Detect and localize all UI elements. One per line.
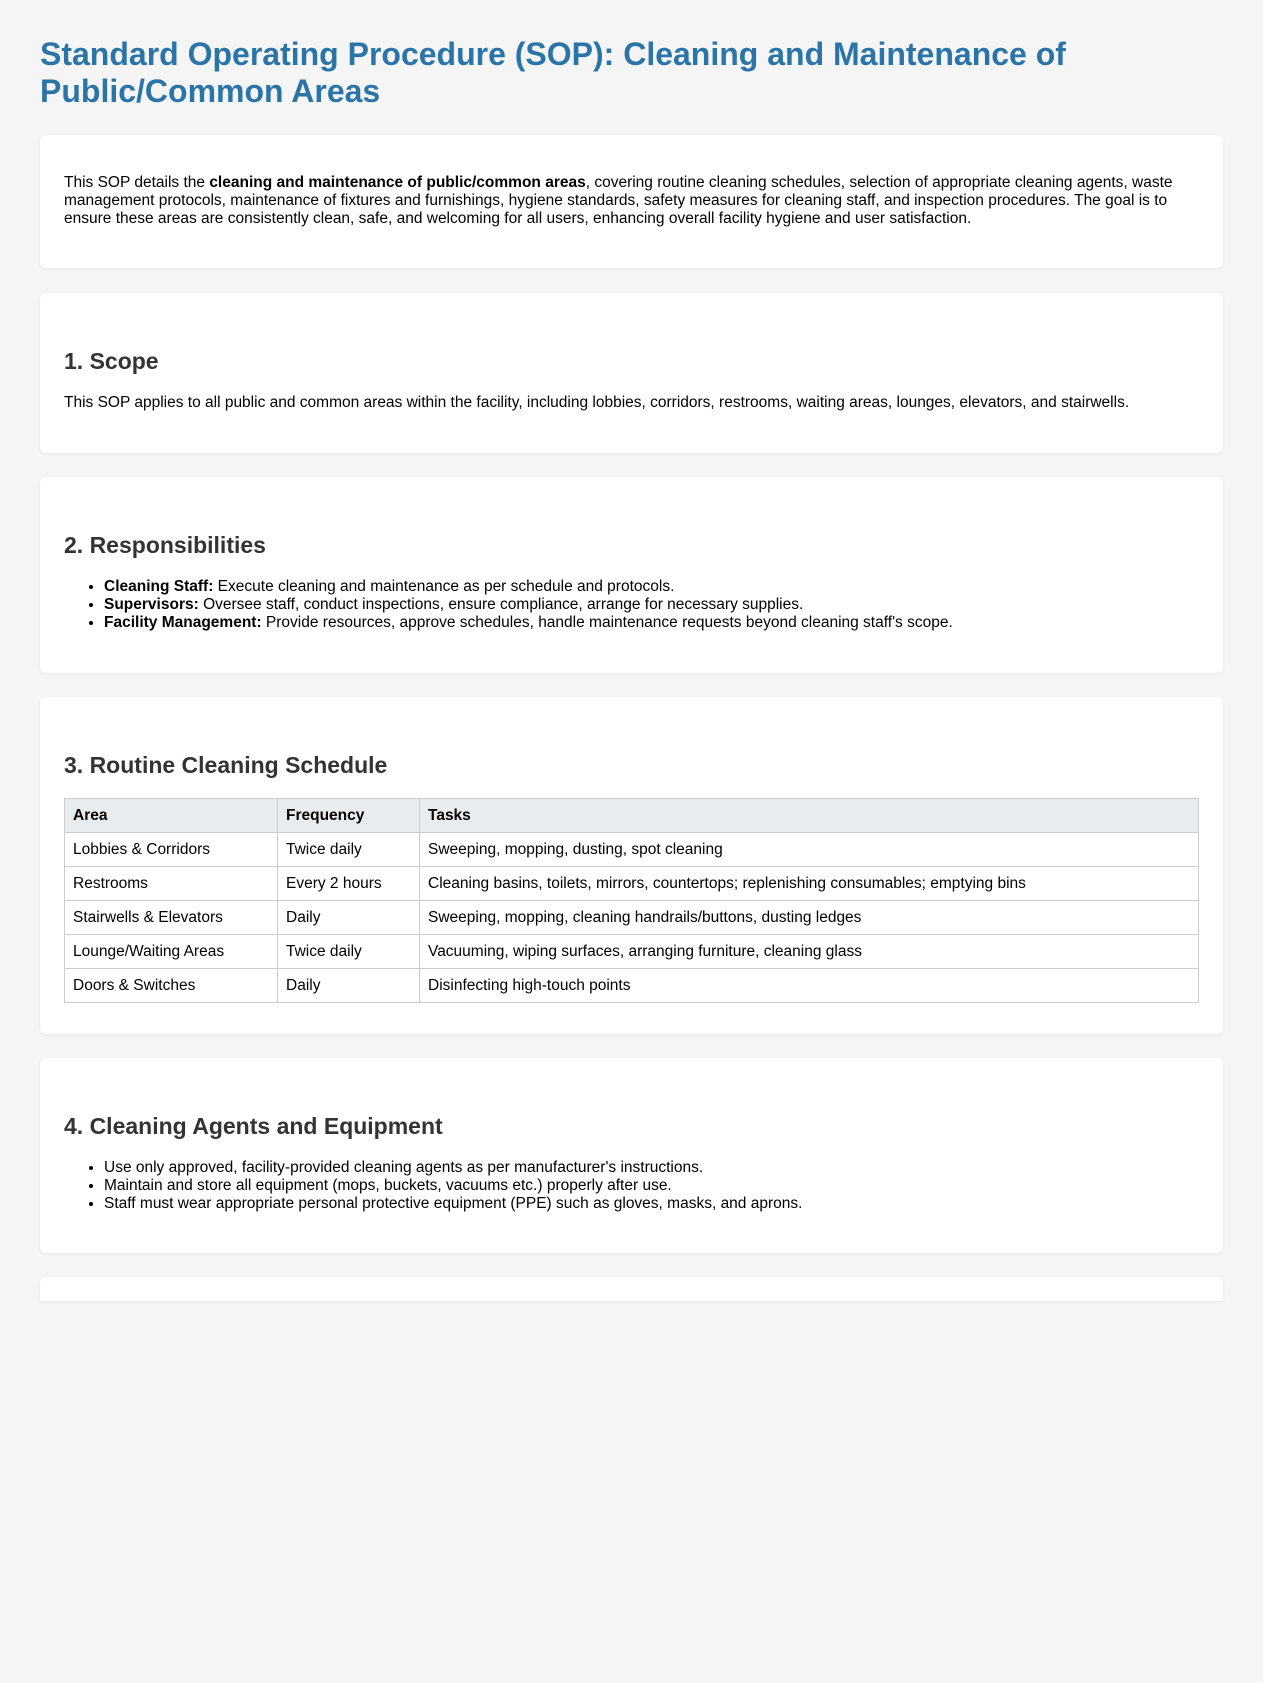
agents-card: [40, 1058, 1223, 1253]
cell-area: Restrooms: [65, 867, 278, 901]
column-header-area: Area: [65, 799, 278, 833]
cell-tasks: Sweeping, mopping, cleaning handrails/buttons, dusting ledges: [420, 901, 1199, 935]
cell-frequency: Every 2 hours: [278, 867, 420, 901]
table-row: [65, 969, 1199, 1003]
next-section-card: [40, 1277, 1223, 1301]
intro-bold: cleaning and maintenance of public/common areas: [209, 174, 586, 191]
cell-area: Lounge/Waiting Areas: [65, 935, 278, 969]
responsibility-item: [104, 614, 953, 632]
schedule-card: [40, 697, 1223, 1034]
agents-item: • Staff must wear appropriate personal protective equipment (PPE) such as gloves, masks, and aprons.: [104, 1195, 802, 1213]
intro-prefix: This SOP details the: [64, 174, 210, 191]
cell-tasks: Cleaning basins, toilets, mirrors, countertops; replenishing consumables; emptying bins: [420, 867, 1199, 901]
cell-frequency: Twice daily: [278, 833, 420, 867]
intro-paragraph: [64, 174, 1204, 228]
cell-frequency: Daily: [278, 969, 420, 1003]
table-row: [65, 935, 1199, 969]
agents-heading: 4. Cleaning Agents and Equipment: [64, 1113, 443, 1139]
cell-tasks: Disinfecting high-touch points: [420, 969, 1199, 1003]
cell-area: Doors & Switches: [65, 969, 278, 1003]
table-row: [65, 867, 1199, 901]
agents-list: [64, 1159, 802, 1213]
intro-card: [40, 135, 1223, 268]
scope-heading: 1. Scope: [64, 348, 159, 374]
responsibilities-card: [40, 477, 1223, 673]
agents-item: • Use only approved, facility-provided cleaning agents as per manufacturer's instructions.: [104, 1159, 802, 1177]
responsibility-text: Provide resources, approve schedules, handle maintenance requests beyond cleaning staff's scope.: [261, 614, 953, 631]
responsibilities-list: [64, 578, 953, 632]
cell-area: Lobbies & Corridors: [65, 833, 278, 867]
column-header-frequency: Frequency: [278, 799, 420, 833]
table-header-row: [65, 799, 1199, 833]
cell-tasks: Sweeping, mopping, dusting, spot cleaning: [420, 833, 1199, 867]
agents-item: • Maintain and store all equipment (mops, buckets, vacuums etc.) properly after use.: [104, 1177, 802, 1195]
page-title: Standard Operating Procedure (SOP): Cleaning and Maintenance of Public/Common Areas: [40, 36, 1066, 109]
cell-tasks: Vacuuming, wiping surfaces, arranging furniture, cleaning glass: [420, 935, 1199, 969]
table-row: [65, 901, 1199, 935]
responsibilities-heading: 2. Responsibilities: [64, 532, 266, 558]
scope-text: This SOP applies to all public and common areas within the facility, including lobbies, corridors, restrooms, waiting areas, lounges, elevators, and stairwells.: [64, 394, 1130, 411]
schedule-table: [64, 798, 1199, 1003]
responsibility-item: [104, 596, 953, 614]
cell-frequency: Daily: [278, 901, 420, 935]
responsibility-role: Facility Management:: [104, 614, 262, 631]
intro-suffix: , covering routine cleaning schedules, selection of appropriate cleaning agents, waste management protocols, maintenance of fixtures and furnishings, hygiene standards, safety measures for cleaning staff, and inspection procedures. The goal is to ensure these areas are consistently clean, safe, and welcoming for all users, enhancing overall facility hygiene and user satisfaction.: [64, 174, 1173, 227]
responsibility-text: Execute cleaning and maintenance as per schedule and protocols.: [213, 578, 675, 595]
responsibility-item: [104, 578, 953, 596]
column-header-tasks: Tasks: [420, 799, 1199, 833]
scope-card: [40, 293, 1223, 453]
responsibility-role: Supervisors:: [104, 596, 199, 613]
cell-frequency: Twice daily: [278, 935, 420, 969]
cell-area: Stairwells & Elevators: [65, 901, 278, 935]
table-row: [65, 833, 1199, 867]
responsibility-role: Cleaning Staff:: [104, 578, 214, 595]
schedule-heading: 3. Routine Cleaning Schedule: [64, 752, 388, 778]
responsibility-text: Oversee staff, conduct inspections, ensure compliance, arrange for necessary supplies.: [198, 596, 804, 613]
